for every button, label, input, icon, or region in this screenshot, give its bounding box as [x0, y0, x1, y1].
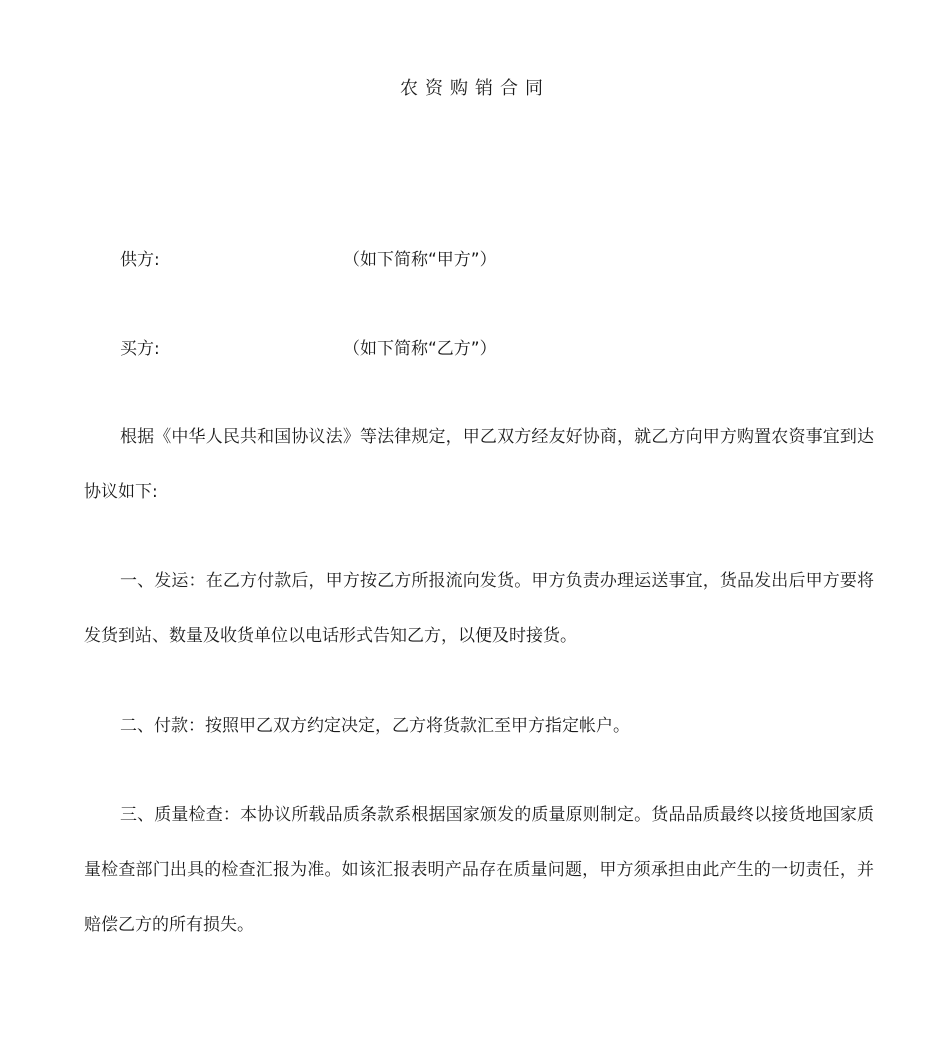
- document-title: 农资购销合同: [400, 78, 550, 99]
- buyer-label: 买方:: [120, 339, 160, 359]
- seller-note: （如下简称“甲方”）: [343, 250, 497, 270]
- clause-shipping: 一、发运：在乙方付款后，甲方按乙方所报流向发货。甲方负责办理运送事宜，货品发出后甲方要将发货到站、数量及收货单位以电话形式告知乙方，以便及时接货。: [84, 571, 874, 646]
- buyer-note: （如下简称“乙方”）: [343, 339, 497, 359]
- clause-payment: 二、付款：按照甲乙双方约定决定，乙方将货款汇至甲方指定帐户。: [120, 716, 630, 736]
- seller-label: 供方:: [120, 250, 160, 270]
- preamble-paragraph: 根据《中华人民共和国协议法》等法律规定，甲乙双方经友好协商，就乙方向甲方购置农资事宜到达协议如下:: [84, 427, 874, 502]
- clause-quality-inspection: 三、质量检查：本协议所载品质条款系根据国家颁发的质量原则制定。货品品质最终以接货地国家质量检查部门出具的检查汇报为准。如该汇报表明产品存在质量问题，甲方须承担由此产生的一切责任，并赔偿乙方的所有损失。: [84, 805, 874, 935]
